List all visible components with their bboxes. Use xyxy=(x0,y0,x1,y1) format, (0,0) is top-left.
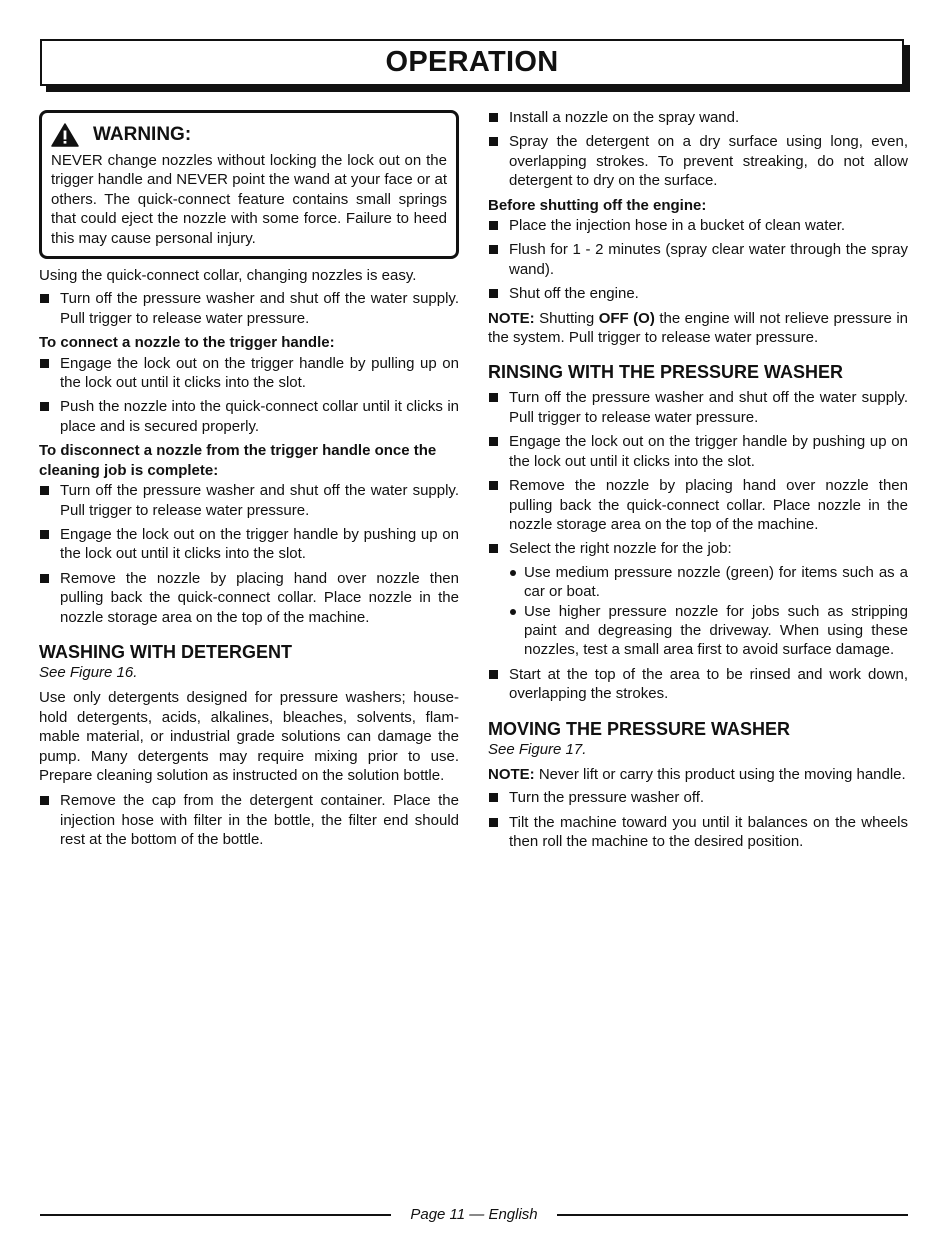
page-number: Page 11 — English xyxy=(410,1206,538,1223)
list-item: Place the injection hose in a bucket of clean water. xyxy=(488,216,908,235)
page-title: OPERATION xyxy=(385,46,559,78)
note-text-post: the engine will not relieve pressure in the system. Pull trigger to release water pressure. xyxy=(488,309,908,347)
washing-bullet-list xyxy=(39,791,459,849)
nozzle-sub-list xyxy=(509,563,908,660)
list-item: Engage the lock out on the trigger handle by pushing up on the lock out until it clicks into the slot. xyxy=(39,525,459,564)
shutoff-bullet-list xyxy=(488,216,908,304)
list-item xyxy=(488,539,908,659)
moving-heading: MOVING THE PRESSURE WASHER xyxy=(488,718,791,739)
list-item: Remove the nozzle by placing hand over nozzle then pulling back the quick-connect collar. Place nozzle in the nozzle storage area on the top of the machine. xyxy=(488,476,908,534)
note-shutting-off xyxy=(488,309,908,348)
list-item: Shut off the engine. xyxy=(488,284,908,303)
note-label: NOTE: xyxy=(488,765,535,783)
note-text-pre: Shutting xyxy=(539,309,595,327)
list-item: Turn off the pressure washer and shut off the water supply. Pull trigger to release water pressure. xyxy=(39,481,459,520)
warning-text: NEVER change nozzles without locking the lock out on the trigger handle and NEVER point the wand at your face or at others. The quick-connect feature contains small springs that could eject the nozzle with some force. Failure to heed this may cause personal injury. xyxy=(51,152,447,247)
list-item: Turn the pressure washer off. xyxy=(488,788,908,807)
connect-heading: To connect a nozzle to the trigger handle: xyxy=(39,334,335,352)
sub-list-item: Use higher pressure nozzle for jobs such as stripping paint and degreasing the driveway. When using these nozzles, test a small area first to avoid surface damage. xyxy=(509,602,908,660)
select-nozzle-text: Select the right nozzle for the job: xyxy=(509,540,732,558)
list-item: Remove the cap from the detergent container. Place the injection hose with filter in the bottle, the filter end should rest at the bottom of the bottle. xyxy=(39,791,459,849)
list-item: Turn off the pressure washer and shut off the water supply. Pull trigger to release water pressure. xyxy=(488,388,908,427)
list-item: Flush for 1 - 2 minutes (spray clear water through the spray wand). xyxy=(488,240,908,279)
washing-text: Use only detergents designed for pressure washers; house-hold detergents, acids, alkalines, bleaches, solvents, flam-mable material, or industrial grade solutions can damage the pump. Many detergents may require mixing prior to use. Prepare cleaning solution as instructed on the solution bottle. xyxy=(39,689,459,784)
connect-bullet-list xyxy=(39,354,459,437)
warning-title: WARNING: xyxy=(93,124,192,146)
note-label: NOTE: xyxy=(488,309,535,327)
page-footer xyxy=(40,1206,908,1223)
detergent-bullet-list xyxy=(488,108,908,191)
moving-bullet-list xyxy=(488,788,908,851)
intro-bullet-list xyxy=(39,289,459,328)
rinsing-bullet-list xyxy=(488,388,908,703)
footer-rule-right xyxy=(557,1214,908,1216)
washing-figure-ref: See Figure 16. xyxy=(39,663,138,681)
page-header-box xyxy=(40,39,904,86)
note-moving xyxy=(488,765,908,784)
intro-text: Using the quick-connect collar, changing nozzles is easy. xyxy=(39,267,417,285)
list-item: Install a nozzle on the spray wand. xyxy=(488,108,908,127)
list-item: Spray the detergent on a dry surface using long, even, overlapping strokes. To prevent streaking, do not allow detergent to dry on the surface. xyxy=(488,132,908,190)
disconnect-heading: To disconnect a nozzle from the trigger handle once the cleaning job is complete: xyxy=(39,442,437,479)
moving-figure-ref: See Figure 17. xyxy=(488,740,587,758)
warning-triangle-icon xyxy=(51,123,79,147)
disconnect-bullet-list xyxy=(39,481,459,627)
list-item: Remove the nozzle by placing hand over nozzle then pulling back the quick-connect collar. Place nozzle in the nozzle storage area on the top of the machine. xyxy=(39,569,459,627)
note-text: Never lift or carry this product using the moving handle. xyxy=(538,765,906,783)
list-item: Push the nozzle into the quick-connect collar until it clicks in place and is secured properly. xyxy=(39,397,459,436)
left-column xyxy=(39,108,459,855)
warning-box xyxy=(39,110,459,259)
warning-header xyxy=(51,123,447,147)
list-item: Start at the top of the area to be rinsed and work down, overlapping the strokes. xyxy=(488,665,908,704)
list-item: Tilt the machine toward you until it balances on the wheels then roll the machine to the desired position. xyxy=(488,813,908,852)
right-column xyxy=(488,108,908,857)
shutoff-heading: Before shutting off the engine: xyxy=(488,196,707,214)
washing-heading: WASHING WITH DETERGENT xyxy=(39,641,292,662)
footer-rule-left xyxy=(40,1214,391,1216)
rinsing-heading: RINSING WITH THE PRESSURE WASHER xyxy=(488,362,844,383)
list-item: Turn off the pressure washer and shut off the water supply. Pull trigger to release water pressure. xyxy=(39,289,459,328)
note-off-label: OFF (O) xyxy=(598,309,655,327)
list-item: Engage the lock out on the trigger handle by pulling up on the lock out until it clicks into the slot. xyxy=(39,354,459,393)
sub-list-item: Use medium pressure nozzle (green) for items such as a car or boat. xyxy=(509,563,908,602)
list-item: Engage the lock out on the trigger handle by pushing up on the lock out until it clicks into the slot. xyxy=(488,432,908,471)
